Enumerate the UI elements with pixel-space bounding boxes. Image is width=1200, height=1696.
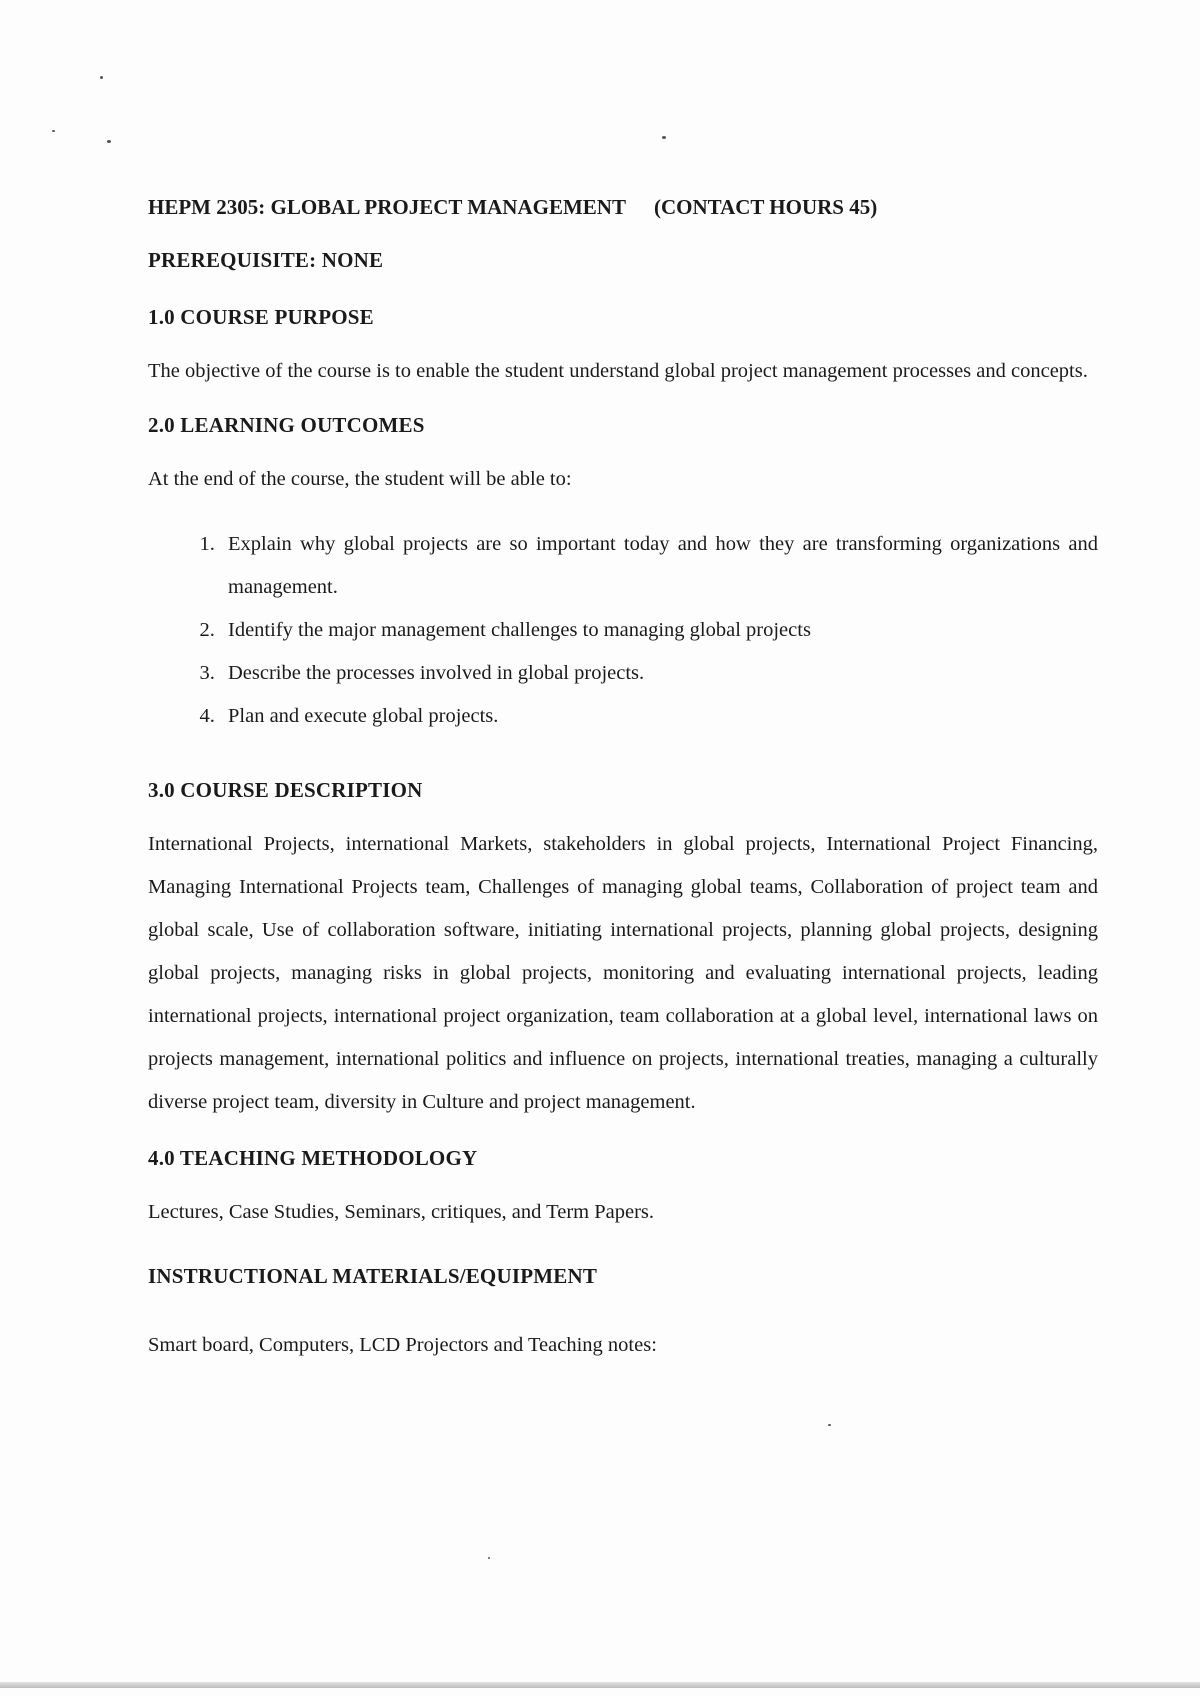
list-item: 3. Describe the processes involved in global projects.	[220, 652, 1098, 695]
list-item: 4. Plan and execute global projects.	[220, 695, 1098, 738]
course-description-text: International Projects, international Markets, stakeholders in global projects, International Project Financing, Managing International Projects team, Challenges of managing global teams, Collaboration of project team and global scale, Use of collaboration software, initiating international projects, planning global projects, designing global projects, managing risks in global projects, monitoring and evaluating international projects, leading international projects, international project organization, team collaboration at a global level, international laws on projects management, international politics and influence on projects, international treaties, managing a culturally diverse project team, diversity in Culture and project management.	[148, 833, 1098, 1113]
prerequisite: PREREQUISITE: NONE	[148, 248, 384, 272]
course-purpose-heading: 1.0 COURSE PURPOSE	[148, 305, 374, 329]
course-purpose-text: The objective of the course is to enable the student understand global project management processes and concepts.	[148, 360, 1088, 382]
teaching-methodology-heading: 4.0 TEACHING METHODOLOGY	[148, 1146, 478, 1170]
scan-speck	[107, 140, 111, 143]
instructional-materials-heading: INSTRUCTIONAL MATERIALS/EQUIPMENT	[148, 1264, 598, 1288]
scan-bottom-edge	[0, 1682, 1200, 1688]
learning-outcomes-heading: 2.0 LEARNING OUTCOMES	[148, 413, 425, 437]
contact-hours: (CONTACT HOURS 45)	[653, 195, 878, 219]
scan-speck	[52, 130, 55, 132]
scan-speck	[828, 1424, 831, 1426]
teaching-methodology-text: Lectures, Case Studies, Seminars, critiques, and Term Papers.	[148, 1201, 655, 1223]
scan-speck	[662, 136, 666, 139]
list-item: 2. Identify the major management challenges to managing global projects	[220, 609, 1098, 652]
scan-speck	[488, 1557, 490, 1559]
instructional-materials-text: Smart board, Computers, LCD Projectors and Teaching notes:	[148, 1334, 657, 1356]
course-description-heading: 3.0 COURSE DESCRIPTION	[148, 778, 423, 802]
course-title	[148, 195, 1098, 220]
course-code-title: HEPM 2305: GLOBAL PROJECT MANAGEMENT	[148, 195, 626, 219]
learning-outcomes-list	[148, 523, 1098, 738]
learning-outcomes-intro: At the end of the course, the student will be able to:	[148, 468, 572, 490]
scan-speck	[100, 76, 103, 79]
list-item: 1. Explain why global projects are so important today and how they are transforming organizations and management.	[220, 523, 1098, 609]
course-outline	[148, 195, 1098, 1367]
